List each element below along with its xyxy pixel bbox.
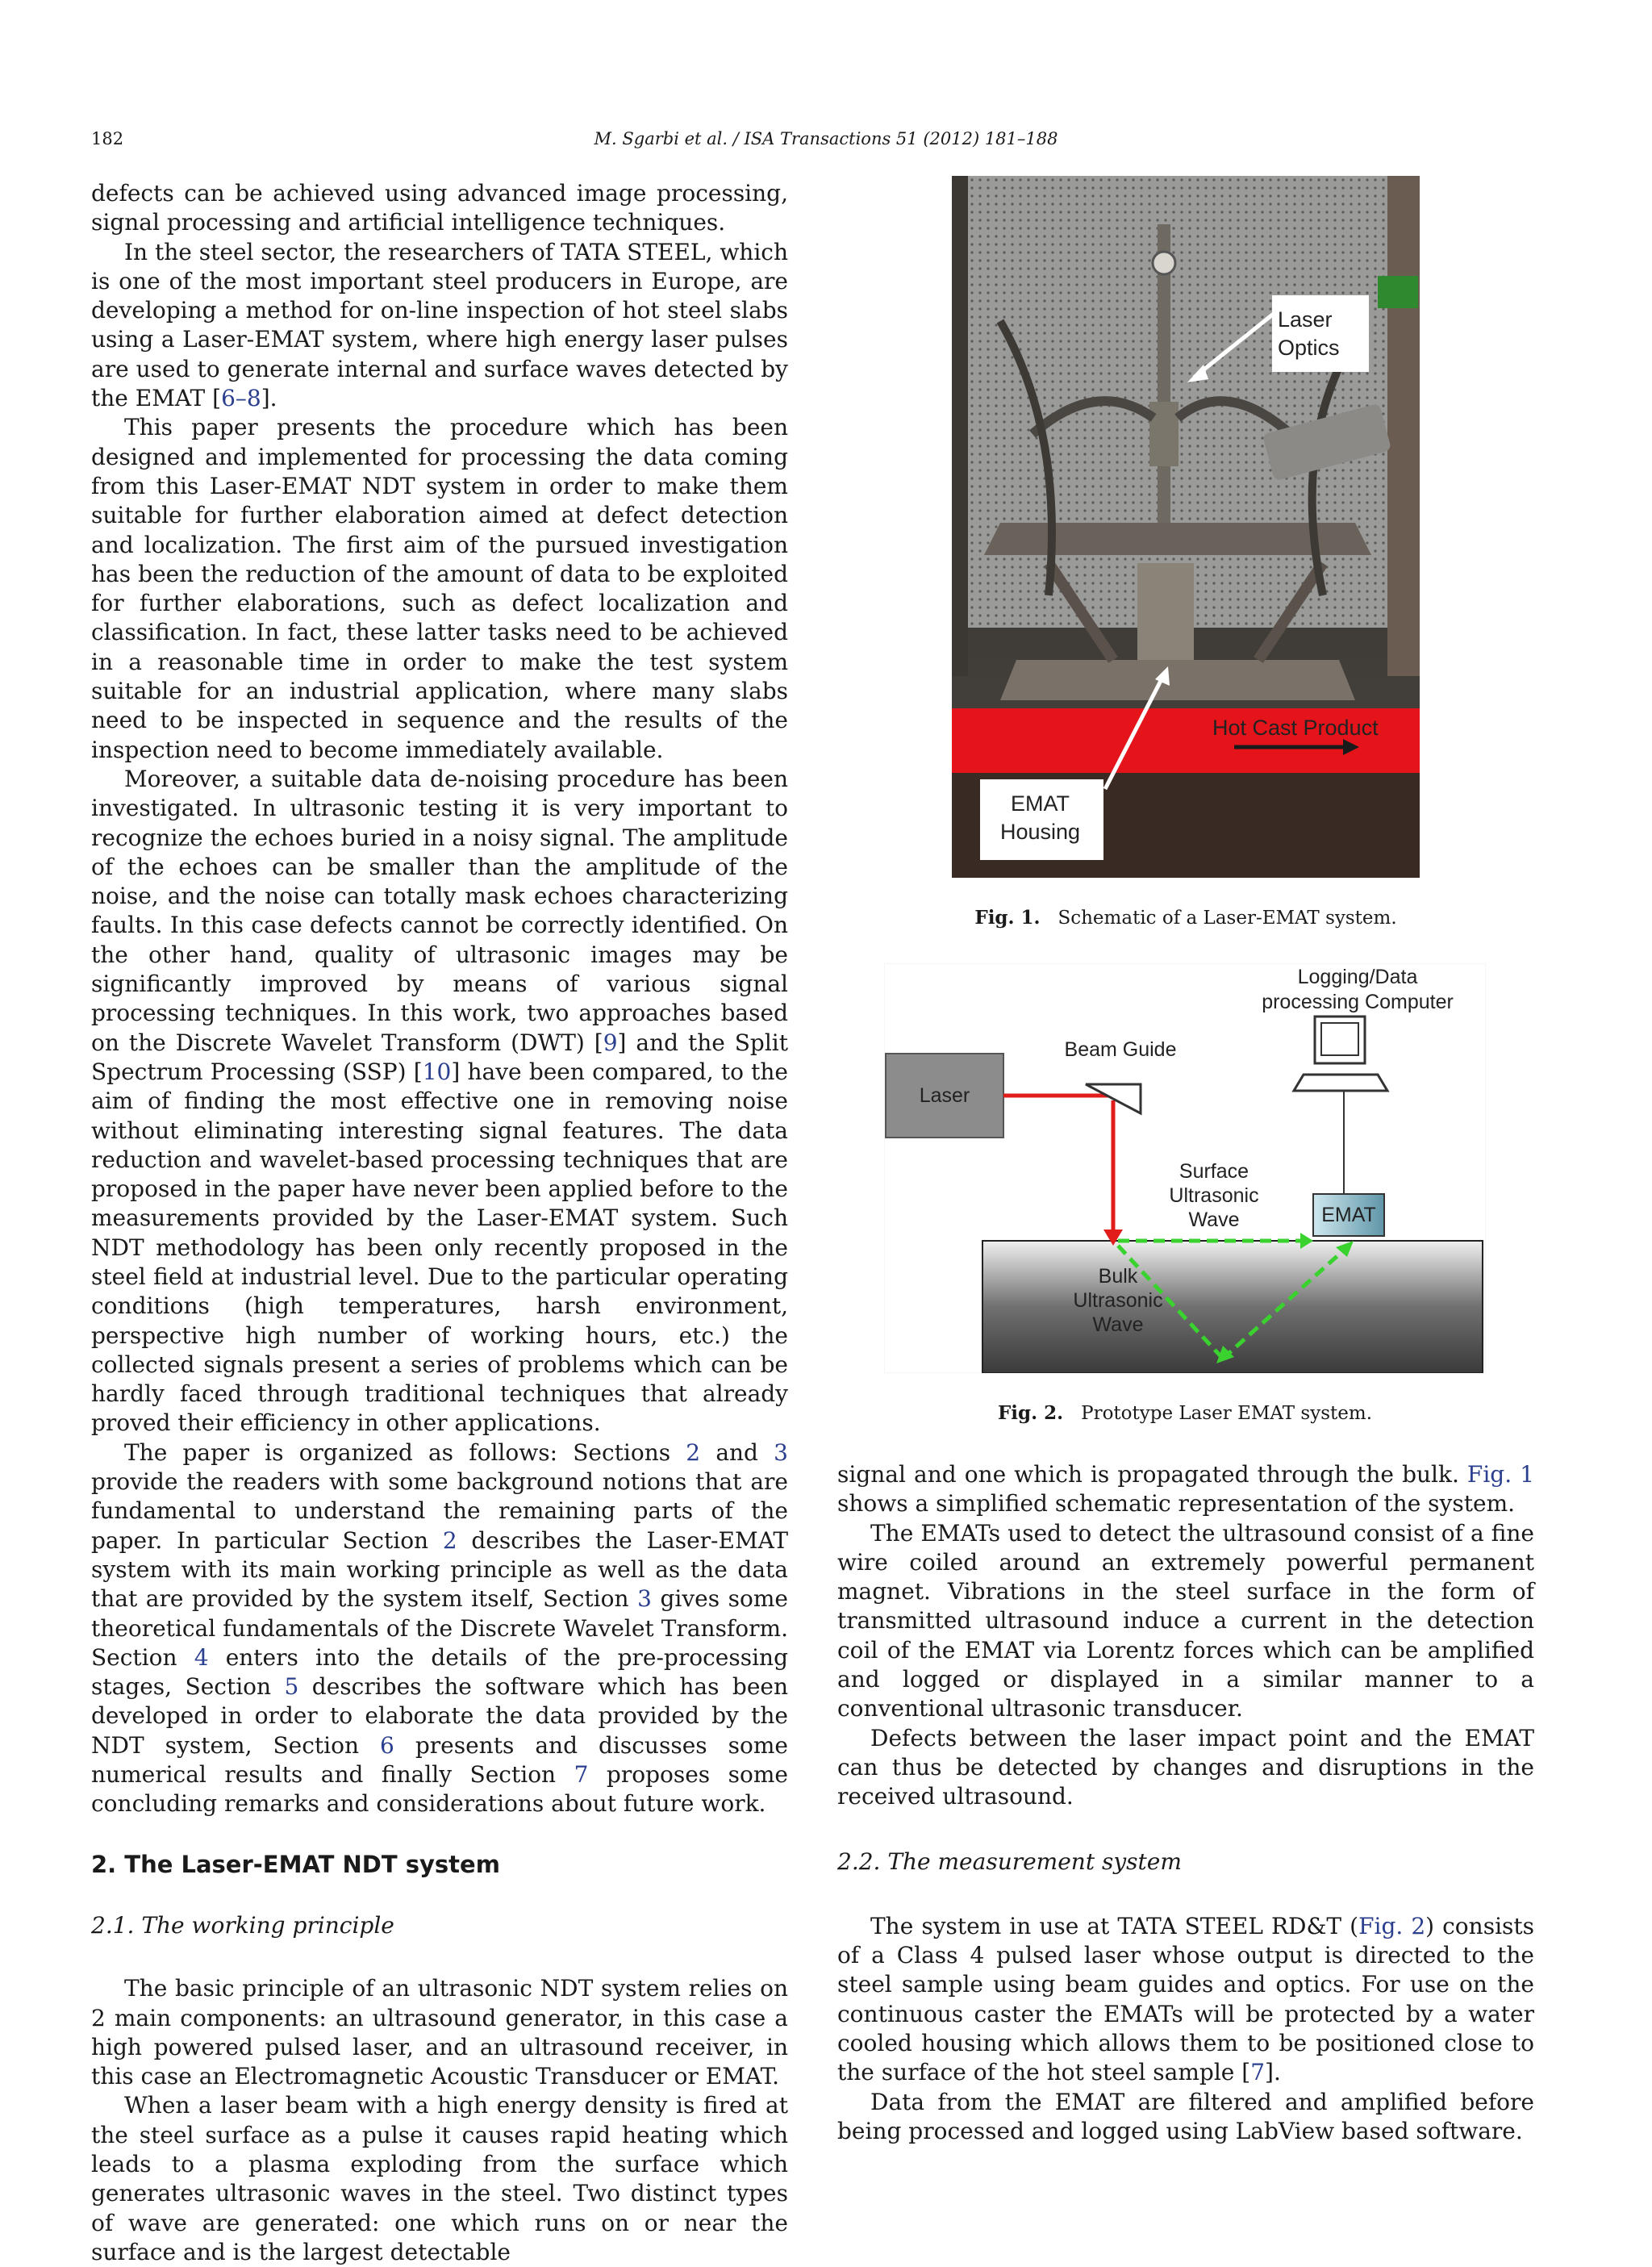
figure-caption-text: Schematic of a Laser-EMAT system. (1058, 908, 1397, 929)
text: ]. (1265, 2059, 1281, 2086)
text: enters into the details of the pre-processing stages, Section (91, 1643, 789, 1701)
section-link[interactable]: 6 (380, 1731, 394, 1759)
paragraph (91, 238, 788, 414)
text: The system in use at TATA STEEL RD&T ( (870, 1912, 1359, 1939)
text: and (700, 1438, 774, 1466)
paragraph (837, 1912, 1534, 2088)
figure-1-photo (952, 176, 1420, 878)
text: In the steel sector, the researchers of TATA STEEL, which is one of the most important steel producers in Europe, are developing a method for on-line inspection of hot steel slabs using a Laser-EMAT system, where high energy laser pulses are used to generate internal and surface waves detected by the EMAT [ (91, 238, 788, 412)
figure-1-caption (952, 907, 1420, 929)
fig2-label-emat: EMAT (1321, 1204, 1376, 1226)
subsection-heading: 2.1. The working principle (91, 1911, 394, 1939)
text: Moreover, a suitable data de-noising procedure has been investigated. In ultrasonic testing it is very important to recognize the echoes buried in a noisy signal. The amplitude of the echoes can be smaller than the amplitude of the noise, and the noise can totally mask echoes characterizing faults. In this case defects cannot be correctly identified. On the other hand, quality of ultrasonic images may be significantly improved by means of various signal processing techniques. In this work, two approaches based on the Discrete Wavelet Transform (DWT) [ (91, 765, 788, 1056)
section-link[interactable]: 3 (774, 1438, 788, 1466)
fig2-label-beam-guide: Beam Guide (1064, 1038, 1177, 1061)
left-column (91, 179, 788, 2267)
section-link[interactable]: 4 (194, 1643, 209, 1671)
citation-link[interactable]: 6–8 (221, 385, 261, 412)
figure-label: Fig. 2. (997, 1402, 1064, 1424)
paragraph (91, 1438, 788, 1819)
section-link[interactable]: 5 (284, 1673, 299, 1701)
fig1-label-laser-optics: Laser (1278, 307, 1333, 332)
section-link[interactable]: 3 (637, 1585, 652, 1613)
section-link[interactable]: 2 (442, 1526, 457, 1554)
right-column (837, 1460, 1534, 2146)
section-link[interactable]: 7 (574, 1761, 589, 1789)
fig2-label-bulk-wave-3: Wave (1092, 1313, 1144, 1336)
fig2-label-surface-wave: Surface (1179, 1160, 1249, 1183)
text: provide the readers with some background notions that are fundamental to understand the remaining parts of the paper. In particular Section (91, 1468, 788, 1554)
paragraph: The basic principle of an ultrasonic NDT system relies on 2 main components: an ultrasound generator, in this case a high powered pulsed laser, and an ultrasound receiver, in this case an Electromagnetic Acoustic Transducer or EMAT. (91, 1975, 788, 2090)
section-heading: 2. The Laser-EMAT NDT system (91, 1850, 500, 1878)
text: describes the software which has been developed in order to elaborate the data provided by the NDT system, Section (91, 1673, 788, 1759)
fig1-label-hot-cast: Hot Cast Product (1212, 716, 1379, 740)
text: proposes some concluding remarks and considerations about future work. (91, 1761, 788, 1818)
figure-2-diagram (884, 963, 1486, 1373)
text: signal and one which is propagated through the bulk. (837, 1461, 1467, 1488)
fig2-label-logging-2: processing Computer (1262, 991, 1454, 1013)
section-link[interactable]: 2 (686, 1438, 701, 1466)
text: ]. (261, 385, 277, 412)
fig1-label-emat: EMAT (1011, 791, 1070, 816)
figure-2-caption (884, 1402, 1486, 1424)
fig2-label-surface-wave-2: Ultrasonic (1169, 1184, 1259, 1207)
citation-link[interactable]: 10 (422, 1058, 452, 1085)
text: gives some theoretical fundamentals of the Discrete Wavelet Transform. Section (91, 1585, 788, 1671)
text: presents and discusses some numerical results and finally Section (91, 1731, 788, 1789)
fig2-label-logging: Logging/Data (1297, 966, 1418, 988)
paragraph: This paper presents the procedure which has been designed and implemented for processing the data coming from this Laser-EMAT NDT system in order to make them suitable for further elaboration aimed at defect detection and localization. The first aim of the pursued investigation has been the reduction of the amount of data to be exploited for further elaborations, such as defect localization and classification. In fact, these latter tasks need to be achieved in a reasonable time in order to make the test system suitable for an industrial application, where many slabs need to be inspected in sequence and the results of the inspection need to become immediately available. (91, 414, 788, 763)
citation-link[interactable]: 7 (1250, 2059, 1266, 2086)
subsection-heading: 2.2. The measurement system (837, 1847, 1182, 1875)
paragraph: Data from the EMAT are filtered and amplified before being processed and logged using LabView based software. (837, 2088, 1534, 2144)
fig1-label-emat-housing: Housing (1000, 820, 1081, 844)
text: shows a simplified schematic representation of the system. (837, 1490, 1516, 1518)
text: ] and the Split Spectrum Processing (SSP) [ (91, 1029, 788, 1085)
fig2-label-surface-wave-3: Wave (1188, 1209, 1240, 1231)
text: The paper is organized as follows: Sections (124, 1438, 686, 1466)
paragraph: When a laser beam with a high energy density is fired at the steel surface as a pulse it causes rapid heating which leads to a plasma exploding from the surface which generates ultrasonic waves in the steel. Two distinct types of wave are generated: one which runs on or near the surface and is the largest detectable (91, 2092, 788, 2265)
fig2-label-bulk-wave: Bulk (1098, 1265, 1138, 1288)
paragraph (837, 1460, 1534, 1519)
paragraph: Defects between the laser impact point and the EMAT can thus be detected by changes and disruptions in the received ultrasound. (837, 1724, 1534, 1810)
paragraph (91, 765, 788, 1438)
figure-label: Fig. 1. (974, 907, 1041, 929)
text: describes the Laser-EMAT system with its main working principle as well as the data that are provided by the system itself, Section (91, 1526, 788, 1613)
paragraph: The EMATs used to detect the ultrasound consist of a fine wire coiled around an extremely powerful permanent magnet. Vibrations in the steel surface in the form of transmitted ultrasound induce a current in the detection coil of the EMAT via Lorentz forces which can be amplified and logged or displayed in a similar manner to a conventional ultrasonic transducer. (837, 1519, 1534, 1722)
fig2-label-bulk-wave-2: Ultrasonic (1073, 1289, 1163, 1312)
figure-caption-text: Prototype Laser EMAT system. (1081, 1403, 1373, 1424)
fig1-label-laser-optics-2: Optics (1278, 336, 1340, 360)
text: ) consists of a Class 4 pulsed laser whose output is directed to the steel sample using beam guides and optics. For use on the continuous caster the EMATs will be protected by a water cooled housing which allows them to be positioned close to the surface of the hot steel sample [ (837, 1912, 1535, 2086)
page-number: 182 (91, 129, 124, 148)
paragraph: defects can be achieved using advanced image processing, signal processing and artificial intelligence techniques. (91, 180, 788, 236)
citation-link[interactable]: 9 (603, 1029, 618, 1056)
journal-citation: M. Sgarbi et al. / ISA Transactions 51 (2012) 181–188 (594, 129, 1058, 148)
text: ] have been compared, to the aim of finding the most effective one in removing noise without eliminating interesting signal features. The data reduction and wavelet-based processing techniques that are proposed in the paper have never been applied before to the measurements provided by the Laser-EMAT system. Such NDT methodology has been only recently proposed in the steel field at industrial level. Due to the particular operating conditions (high temperatures, harsh environment, perspective high number of working hours, etc.) the collected signals present a series of problems which can be hardly faced through traditional techniques that already proved their efficiency in other applications. (91, 1058, 789, 1437)
figure-link[interactable]: Fig. 1 (1466, 1461, 1535, 1488)
fig2-label-laser: Laser (919, 1084, 970, 1107)
figure-link[interactable]: Fig. 2 (1358, 1912, 1426, 1939)
